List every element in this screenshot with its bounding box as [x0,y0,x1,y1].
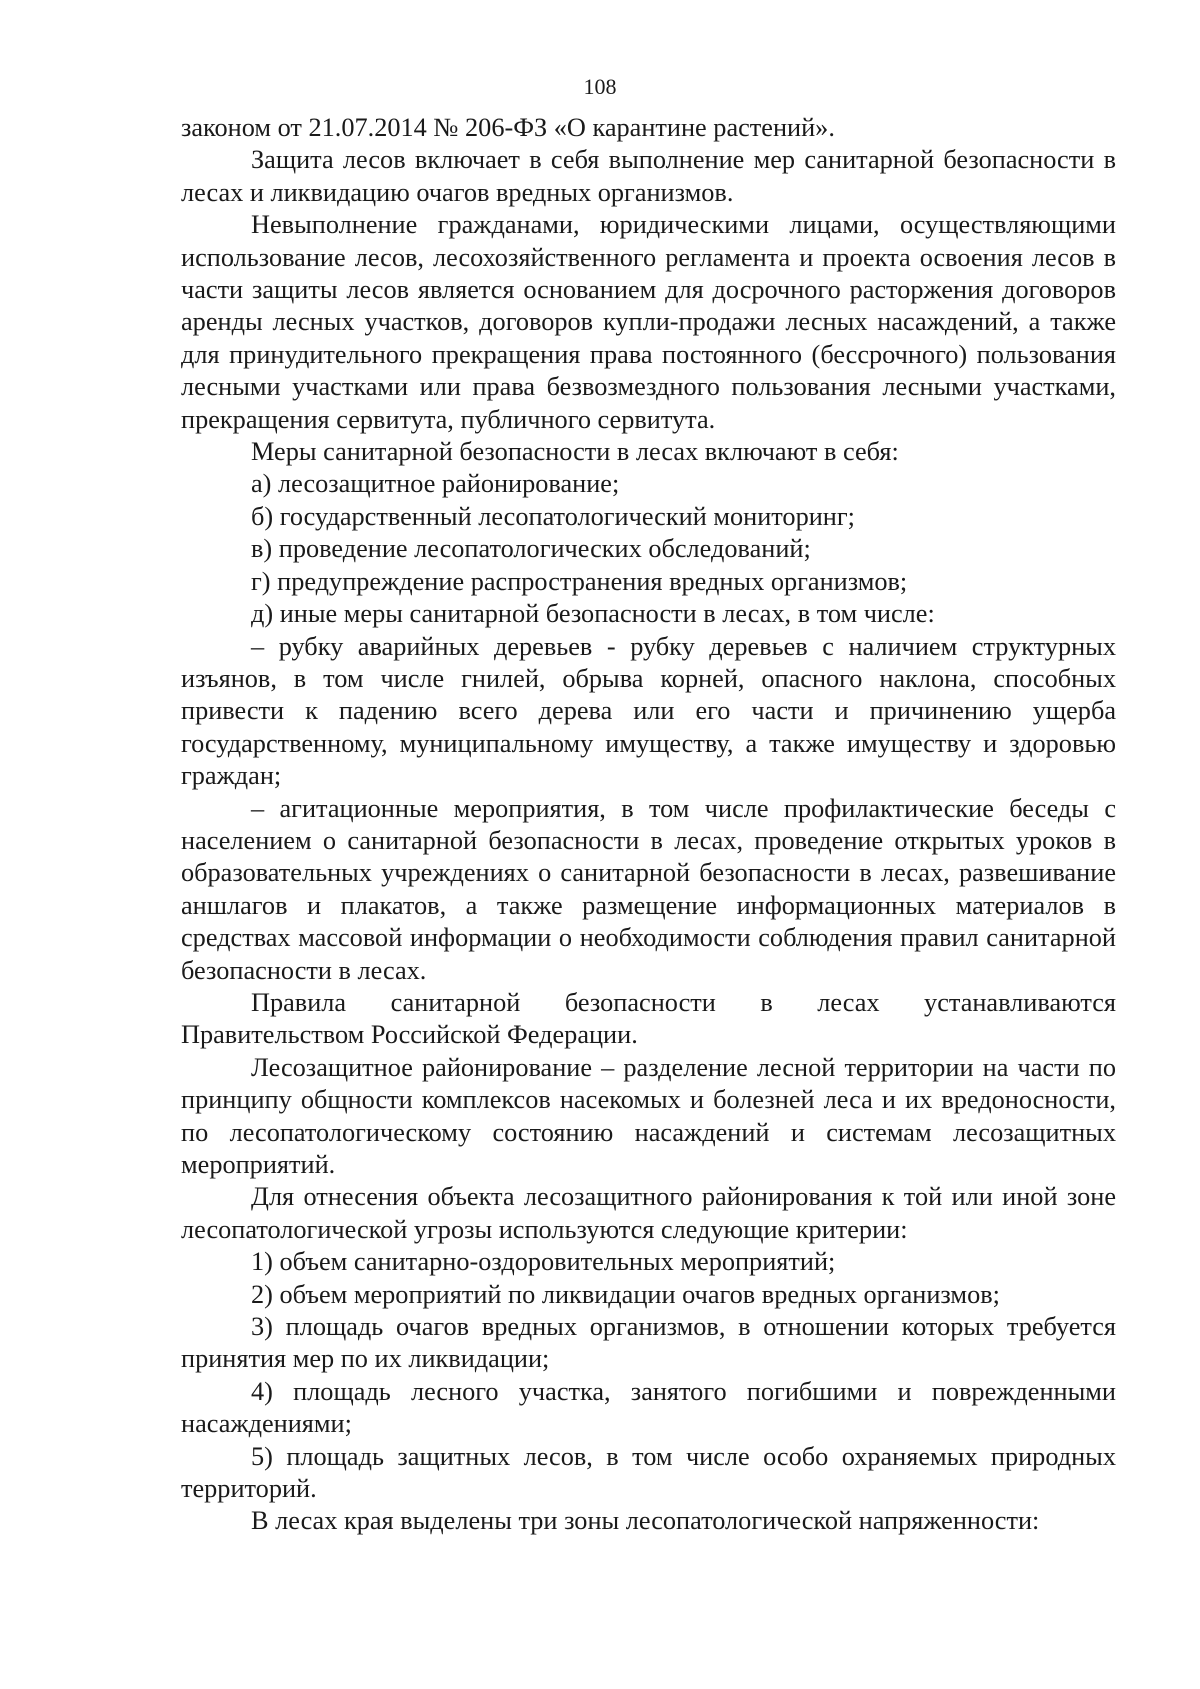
paragraph-zoning-definition: Лесозащитное районирование – разделение лесной территории на части по принципу общности комплексов насекомых и болезней леса и их вредоносности, по лесопатологическому состоянию насаждений и системам лесозащитных мероприятий. [181,1052,1116,1179]
paragraph-three-zones: В лесах края выделены три зоны лесопатологической напряженности: [251,1506,1040,1536]
criterion-1: 1) объем санитарно-оздоровительных мероприятий; [251,1247,836,1277]
paragraph-non-compliance: Невыполнение гражданами, юридическими лицами, осуществляющими использование лесов, лесохозяйственного регламента и проекта освоения лесов в части защиты лесов является основанием для досрочного расторжения договоров аренды лесных участков, договоров купли-продажи лесных насаждений, а также для принудительного прекращения права постоянного (бессрочного) пользования лесными участками или права безвозмездного пользования лесными участками, прекращения сервитута, публичного сервитута. [181,210,1116,434]
list-item-g: г) предупреждение распространения вредных организмов; [251,566,908,596]
list-item-b: б) государственный лесопатологический мониторинг; [251,501,855,531]
list-item-v: в) проведение лесопатологических обследований; [251,534,811,564]
list-item-d: д) иные меры санитарной безопасности в лесах, в том числе: [251,599,935,629]
criterion-2: 2) объем мероприятий по ликвидации очагов вредных организмов; [251,1279,1000,1309]
paragraph-criteria-intro: Для отнесения объекта лесозащитного районирования к той или иной зоне лесопатологической угрозы используются следующие критерии: [181,1182,1116,1244]
criterion-4: 4) площадь лесного участка, занятого погибшими и поврежденными насаждениями; [181,1376,1116,1439]
paragraph-measures-intro: Меры санитарной безопасности в лесах включают в себя: [251,437,899,467]
list-item-a: а) лесозащитное районирование; [251,469,620,499]
dash-item-campaigns: – агитационные мероприятия, в том числе профилактические беседы с населением о санитарной безопасности в лесах, проведение открытых уроков в образовательных учреждениях о санитарной безопасности в лесах, развешивание аншлагов и плакатов, а также размещение информационных материалов в средствах массовой информации о необходимости соблюдения правил санитарной безопасности в лесах. [181,793,1116,985]
paragraph-forest-protection: Защита лесов включает в себя выполнение мер санитарной безопасности в лесах и ликвидацию очагов вредных организмов. [181,145,1116,207]
page-number: 108 [583,74,617,99]
dash-item-emergency-felling: – рубку аварийных деревьев - рубку деревьев с наличием структурных изъянов, в том числе гнилей, обрыва корней, опасного наклона, способных привести к падению всего дерева или его части и причинению ущерба государственному, муниципальному имуществу, а также имуществу и здоровью граждан; [181,631,1116,791]
criterion-5: 5) площадь защитных лесов, в том числе особо охраняемых природных территорий. [181,1441,1116,1504]
paragraph-rules: Правила санитарной безопасности в лесах устанавливаются Правительством Российской Федерации. [181,987,1116,1050]
criterion-3: 3) площадь очагов вредных организмов, в отношении которых требуется принятия мер по их ликвидации; [181,1312,1116,1374]
body-text [181,112,1116,1538]
paragraph-continuation: законом от 21.07.2014 № 206-ФЗ «О карантине растений». [181,113,835,142]
